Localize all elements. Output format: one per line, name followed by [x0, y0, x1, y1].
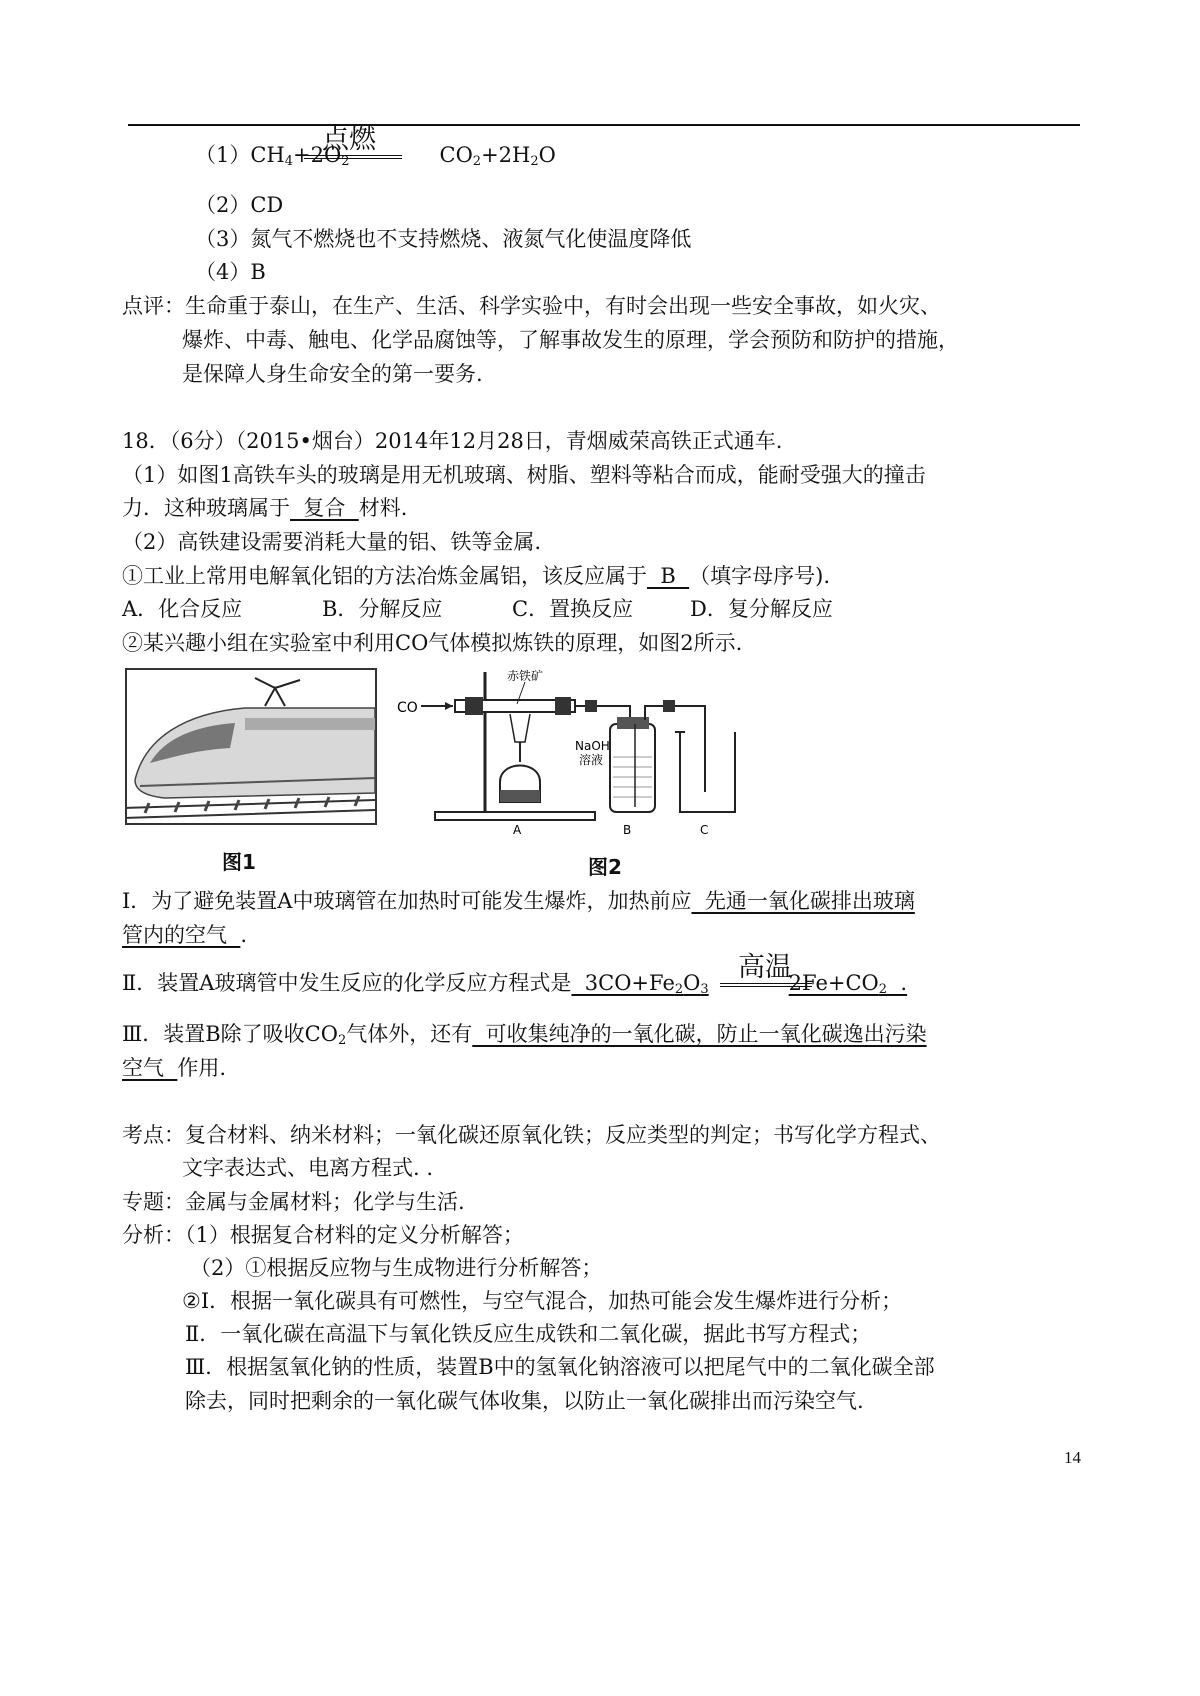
zhuanti: 专题：金属与金属材料；化学与生活.	[122, 1190, 465, 1214]
co-label: CO	[397, 700, 418, 716]
answer-2: （2）CD	[195, 193, 284, 217]
option-c: C．置换反应	[512, 597, 634, 621]
answer-composite: 复合	[290, 496, 359, 520]
answer-i-part2: 管内的空气	[122, 923, 241, 947]
option-a: A．化合反应	[122, 597, 243, 621]
label-c: C	[700, 823, 709, 837]
comment-line-3: 是保障人身生命安全的第一要务.	[182, 362, 483, 386]
answer-iii-part2: 空气	[122, 1056, 178, 1080]
q18-part1-text: 力．这种玻璃属于	[122, 496, 290, 520]
answer-i-part1: 先通一氧化碳排出玻璃	[691, 889, 915, 913]
fenxi-line-4: Ⅱ．一氧化碳在高温下与氧化铁反应生成铁和二氧化碳，据此书写方程式；	[185, 1322, 872, 1346]
sub-4: 4	[284, 154, 294, 169]
eq2-equals-sign	[720, 983, 812, 987]
eq2-products: 2Fe+CO	[788, 971, 879, 995]
eq2-sub3: 3	[700, 982, 709, 997]
q18-part2: （2）高铁建设需要消耗大量的铝、铁等金属.	[122, 530, 542, 554]
eq2-sub2b: 2	[878, 982, 888, 997]
subq-3-sub2: 2	[337, 1033, 347, 1048]
fenxi-line-5: Ⅲ．根据氢氧化钠的性质，装置B中的氢氧化钠溶液可以把尾气中的二氧化碳全部	[185, 1355, 935, 1379]
option-b: B．分解反应	[322, 597, 443, 621]
q18-sub1-text: ①工业上常用电解氧化铝的方法冶炼金属铝，该反应属于	[122, 564, 647, 588]
naoh-label: NaOH	[575, 739, 610, 753]
answer-b: B	[647, 564, 690, 588]
subq-3-text: Ⅲ．装置B除了吸收CO	[122, 1022, 338, 1046]
sub-2b: 2	[472, 154, 482, 169]
figure-2-apparatus-diagram	[395, 662, 755, 840]
solution-label: 溶液	[579, 753, 604, 767]
fenxi-line-2: （2）①根据反应物与生成物进行分析解答；	[190, 1256, 603, 1280]
comment-line-2: 爆炸、中毒、触电、化学品腐蚀等，了解事故发生的原理，学会预防和防护的措施，	[182, 328, 959, 352]
kaodian-line-1: 考点：复合材料、纳米材料；一氧化碳还原氧化铁；反应类型的判定；书写化学方程式、	[122, 1123, 941, 1147]
header-rule	[128, 124, 1080, 126]
eq2-condition: 高温	[738, 952, 792, 983]
q18-part1-line2	[122, 493, 407, 523]
fenxi-line-3: ②Ⅰ．根据一氧化碳具有可燃性，与空气混合，加热可能会发生爆炸进行分析；	[182, 1289, 903, 1313]
option-d: D．复分解反应	[690, 597, 833, 621]
eq2-sub2: 2	[674, 982, 684, 997]
fenxi-line-6: 除去，同时把剩余的一氧化碳气体收集，以防止一氧化碳排出而污染空气.	[185, 1389, 864, 1413]
q18-sub1	[122, 561, 830, 591]
subq-3-mid: 气体外，还有	[346, 1022, 473, 1046]
eq2-oxygen: O	[683, 971, 701, 995]
subq-3-end: 作用.	[177, 1056, 227, 1080]
subq-1-line1	[122, 886, 915, 916]
eq2-reactants: 3CO+Fe	[571, 971, 675, 995]
answer-4: （4）B	[195, 260, 266, 284]
subq-3-line2	[122, 1053, 226, 1083]
eq1-product2: +2H	[481, 143, 531, 167]
eq1-reactant1: （1）CH	[195, 143, 285, 167]
figure-1-train-image	[125, 668, 377, 825]
sub-2: 2	[341, 154, 350, 169]
subq-3-line1	[122, 1019, 927, 1056]
eq2-end: .	[887, 971, 908, 995]
eq1-reactant2: +2O	[293, 143, 342, 167]
fenxi-line-1: 分析：（1）根据复合材料的定义分析解答；	[122, 1223, 524, 1247]
question-18-header: 18．（6分）（2015•烟台）2014年12月28日，青烟威荣高铁正式通车.	[122, 429, 783, 453]
answer-3: （3）氮气不燃烧也不支持燃烧、液氮气化使温度降低	[195, 227, 692, 251]
eq1-equals-sign	[304, 155, 402, 159]
ore-label: 赤铁矿	[507, 669, 544, 683]
eq1-product1: CO	[439, 143, 473, 167]
subq-2-text: Ⅱ．装置A玻璃管中发生反应的化学反应方程式是	[122, 971, 572, 995]
figure-1-caption: 图1	[222, 850, 256, 874]
comment-line-1: 点评：生命重于泰山，在生产、生活、科学实验中，有时会出现一些安全事故，如火灾、	[122, 294, 941, 318]
subq-1-end: .	[240, 923, 248, 947]
q18-sub2: ②某兴趣小组在实验室中利用CO气体模拟炼铁的原理，如图2所示.	[122, 631, 743, 655]
subq-1-text: Ⅰ．为了避免装置A中玻璃管在加热时可能发生爆炸，加热前应	[122, 889, 692, 913]
label-b: B	[623, 823, 632, 837]
page-number: 14	[1064, 1448, 1081, 1467]
subq-1-line2	[122, 920, 247, 950]
eq1-product3: O	[538, 143, 556, 167]
sub-2c: 2	[530, 154, 539, 169]
answer-iii-part1: 可收集纯净的一氧化碳，防止一氧化碳逸出污染	[472, 1022, 927, 1046]
kaodian-line-2: 文字表达式、电离方程式. .	[182, 1156, 434, 1180]
figure-2-caption: 图2	[588, 855, 622, 879]
label-a: A	[513, 823, 522, 837]
q18-part1-end: 材料.	[358, 496, 408, 520]
q18-sub1-end: （填字母序号).	[689, 564, 831, 588]
q18-part1-line1: （1）如图1高铁车头的玻璃是用无机玻璃、树脂、塑料等粘合而成，能耐受强大的撞击	[122, 463, 926, 487]
eq1-condition: 点燃	[322, 124, 376, 155]
